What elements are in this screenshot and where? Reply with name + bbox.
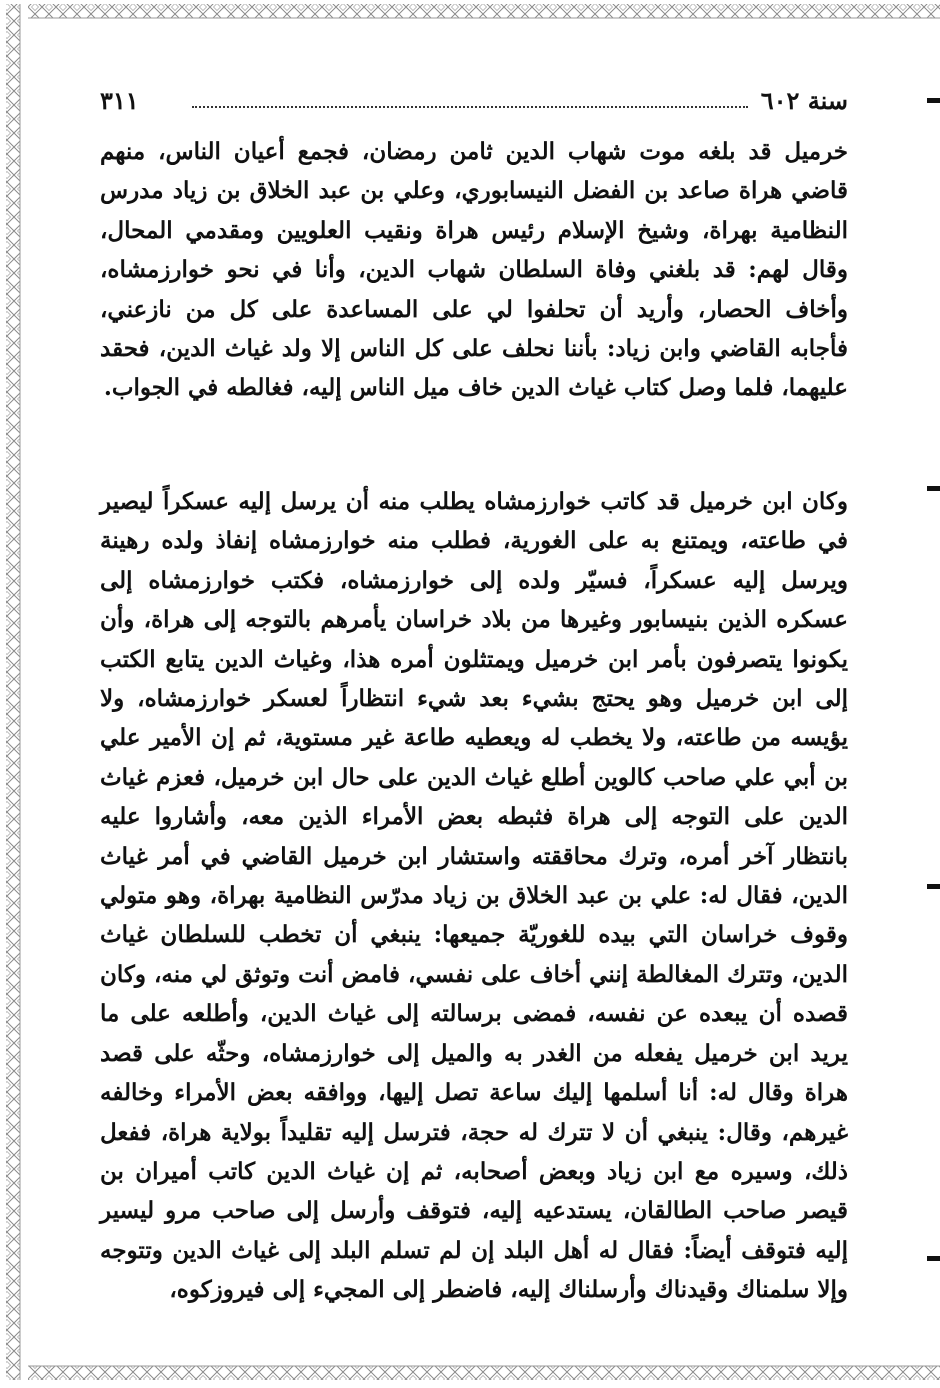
page-number: ٣١١ xyxy=(100,86,139,115)
paragraph-2: وكان ابن خرميل قد كاتب خوارزمشاه يطلب منه أن يرسل إليه عسكراً ليصير في طاعته، ويمتنع به على الغورية، فطلب منه خوارزمشاه إنفاذ ولده رهينة ويرسل إليه عسكراً، فسيّر ولده إلى خوارزمشاه، فكتب خوارزمشاه إلى عسكره الذين بنيسابور وغيرها من بلاد خراسان يأمرهم بالتوجه إلى هراة، وأن يكونوا يتصرفون بأمر ابن خرميل ويمتثلون أمره هذا، وغياث الدين يتابع الكتب إلى ابن خرميل وهو يحتج بشيء بعد شيء انتظاراً لعسكر خوارزمشاه، ولا يؤيسه من طاعته، ولا يخطب له ويعطيه طاعة غير مستوية، ثم إن الأمير علي بن أبي علي صاحب كالوين أطلع غياث الدين على حال ابن خرميل، فعزم غياث الدين على التوجه إلى هراة فثبطه بعض الأمراء الذين معه، وأشاروا عليه بانتظار آخر أمره، وترك محاققته واستشار ابن خرميل القاضي في أمر غياث الدين، فقال له: علي بن عبد الخلاق بن زياد مدرّس النظامية بهراة، وهو متولي وقوف خراسان التي بيده للغوريّة جميعها: ينبغي أن تخطب للسلطان غياث الدين، وتترك المغالطة إنني أخاف على نفسي، فامض أنت وتوثق لي منه، وكان قصده أن يبعده عن نفسه، فمضى برسالته إلى غياث الدين، وأطلعه على ما يريد ابن خرميل يفعله من الغدر به والميل إلى خوارزمشاه، وحثّه على قصد هراة وقال له: أنا أسلمها إليك ساعة تصل إليها، ووافقه بعض الأمراء وخالفه غيرهم، وقال: ينبغي أن لا تترك له حجة، فترسل إليه تقليداً بولاية هراة، ففعل ذلك، وسيره مع ابن زياد وبعض أصحابه، ثم إن غياث الدين كاتب أميران بن قيصر صاحب الطالقان، يستدعيه إليه، فتوقف وأرسل إلى صاحب مرو ليسير إليه فتوقف أيضاً: فقال له أهل البلد إن لم تسلم البلد إلى غياث الدين وتتوجه وإلا سلمناك وقيدناك وأرسلناك إليه، فاضطر إلى المجيء إلى فيروزكوه، xyxy=(99,488,848,1304)
margin-mark xyxy=(927,884,940,889)
header-dotted-leader xyxy=(192,106,748,108)
margin-mark xyxy=(927,1256,940,1261)
paragraph-1: خرميل قد بلغه موت شهاب الدين ثامن رمضان، فجمع أعيان الناس، منهم قاضي هراة صاعد بن الفضل النيسابوري، وعلي بن عبد الخلاق بن زياد مدرس النظامية بهراة، وشيخ الإسلام رئيس هراة ونقيب العلويين ومقدمي المحال، وقال لهم: قد بلغني وفاة السلطان شهاب الدين، وأنا في نحو خوارزمشاه، وأخاف الحصار، وأريد أن تحلفوا لي على المساعدة على كل من نازعني، فأجابه القاضي وابن زياد: بأننا نحلف على كل الناس إلا ولد غياث الدين، فحقد عليهما، فلما وصل كتاب غياث الدين خاف ميل الناس إليه، فغالطه في الجواب. xyxy=(100,138,848,402)
margin-mark xyxy=(927,98,940,103)
margin-mark xyxy=(927,486,940,491)
header-year: سنة ٦٠٢ xyxy=(760,86,848,115)
running-header xyxy=(100,80,848,120)
